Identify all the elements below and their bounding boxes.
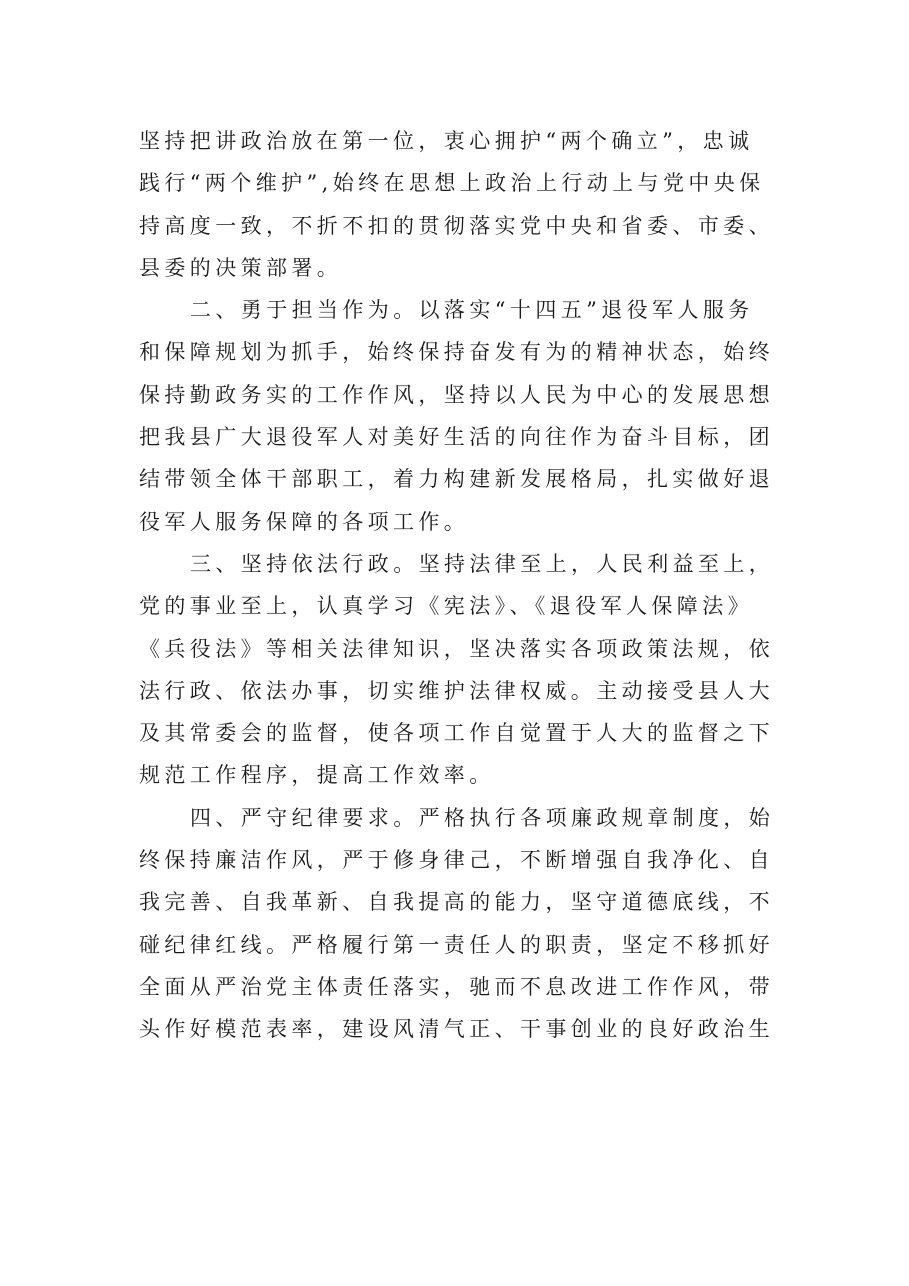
text-line: 及其常委会的监督，使各项工作自觉置于人大的监督之下	[139, 721, 774, 746]
text-line: 《兵役法》等相关法律知识，坚决落实各项政策法规，依	[139, 636, 774, 661]
text-line: 头作好模范表率，建设风清气正、干事创业的良好政治生	[139, 1017, 774, 1042]
text-line: 结带领全体干部职工，着力构建新发展格局，扎实做好退	[139, 467, 774, 492]
text-line: 终保持廉洁作风，严于修身律己，不断增强自我净化、自	[139, 848, 774, 873]
text-line: 二、勇于担当作为。以落实“十四五”退役军人服务	[190, 298, 754, 323]
text-line: 役军人服务保障的各项工作。	[139, 509, 470, 534]
text-line: 践行“两个维护”,始终在思想上政治上行动上与党中央保	[139, 171, 765, 196]
paragraph-take-responsibility	[139, 289, 779, 543]
text-line: 县委的决策部署。	[139, 255, 343, 280]
text-line: 法行政、依法办事，切实维护法律权威。主动接受县人大	[139, 678, 774, 703]
paragraph-political-stance	[139, 120, 779, 289]
document-body	[139, 120, 779, 1051]
text-line: 规范工作程序，提高工作效率。	[139, 763, 495, 788]
text-line: 碰纪律红线。严格履行第一责任人的职责，坚定不移抓好	[139, 932, 774, 957]
text-line: 三、坚持依法行政。坚持法律至上，人民利益至上，	[190, 551, 775, 576]
text-line: 和保障规划为抓手，始终保持奋发有为的精神状态，始终	[139, 340, 774, 365]
text-line: 持高度一致，不折不扣的贯彻落实党中央和省委、市委、	[139, 213, 774, 238]
text-line: 党的事业至上，认真学习《宪法》、《退役军人保障法》	[139, 594, 753, 619]
text-line: 我完善、自我革新、自我提高的能力，坚守道德底线，不	[139, 890, 774, 915]
text-line: 四、严守纪律要求。严格执行各项廉政规章制度，始	[190, 805, 775, 830]
text-line: 坚持把讲政治放在第一位，衷心拥护“两个确立”，忠诚	[139, 129, 754, 153]
paragraph-discipline	[139, 797, 779, 1051]
text-line: 把我县广大退役军人对美好生活的向往作为奋斗目标，团	[139, 425, 774, 450]
text-line: 保持勤政务实的工作作风，坚持以人民为中心的发展思想	[139, 382, 774, 407]
text-line: 全面从严治党主体责任落实，驰而不息改进工作作风，带	[139, 974, 774, 999]
paragraph-rule-of-law	[139, 543, 779, 797]
